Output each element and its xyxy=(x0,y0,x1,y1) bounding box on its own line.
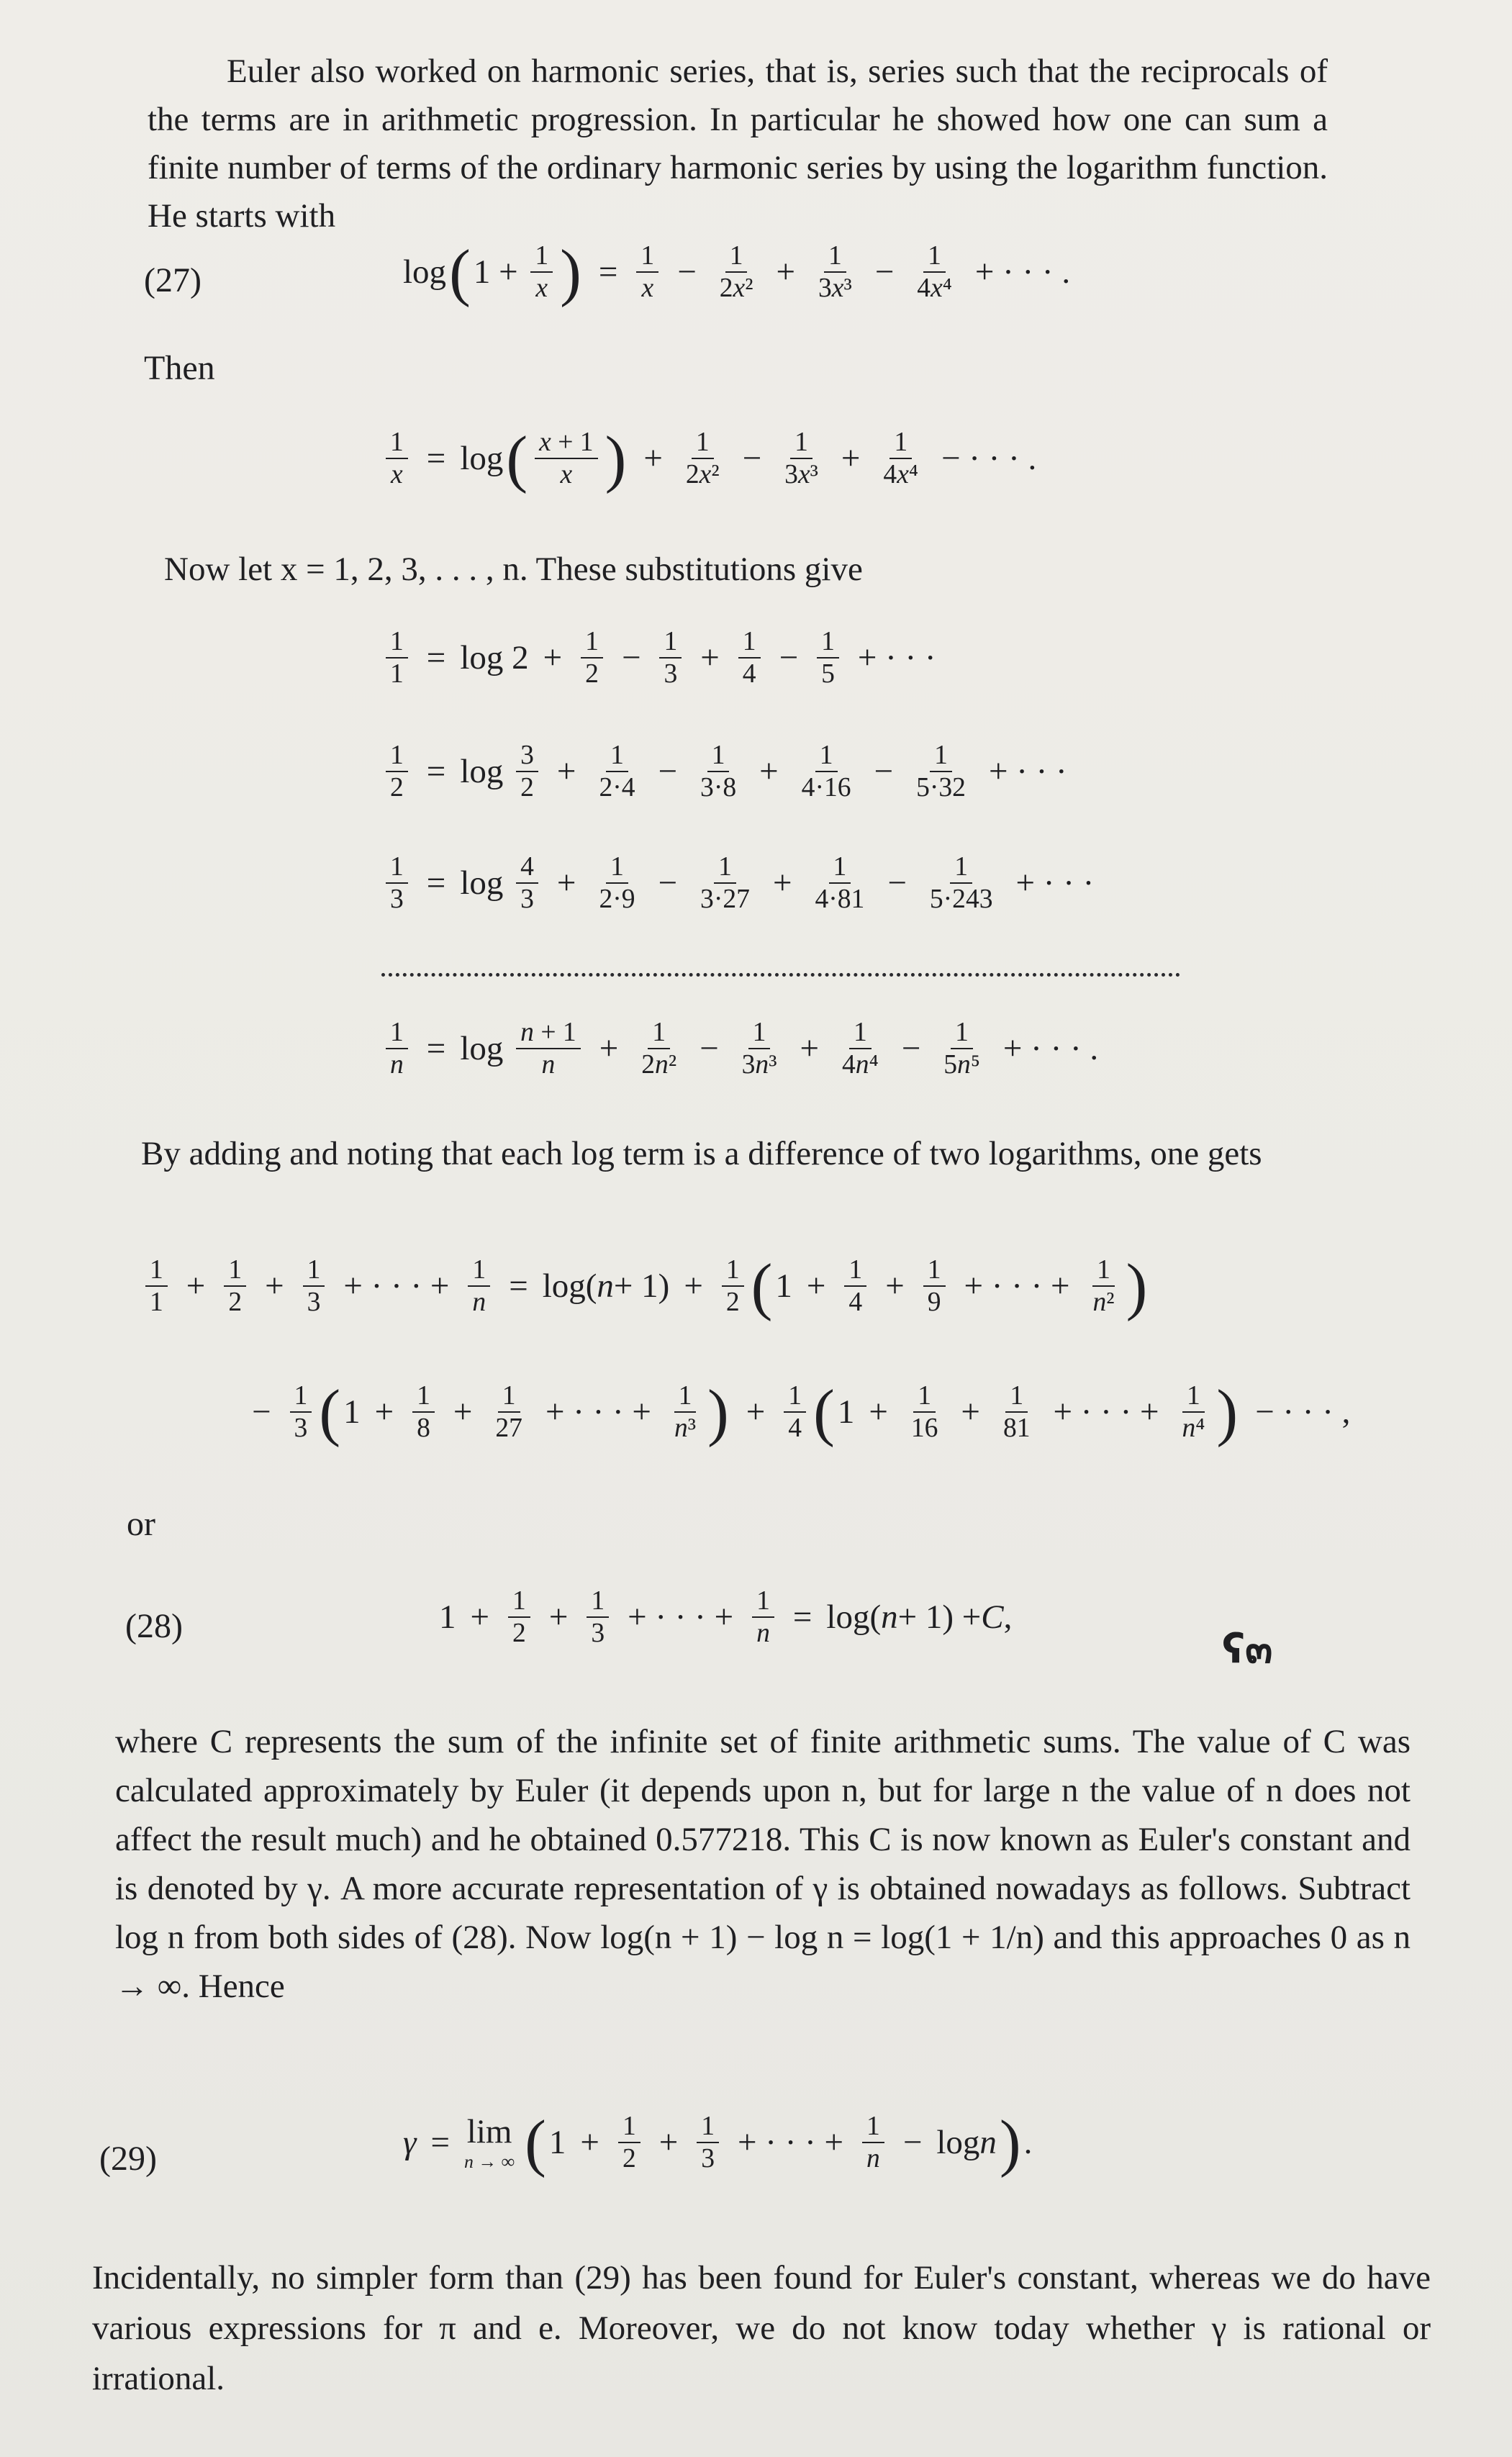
or-label: or xyxy=(127,1505,155,1543)
equation-29: γ = lim n → ∞ ( 1 + $\frac{1}{2}$ + $\frac{1}{3}$ + · · · + $\frac{1}{n}$ − log n ) . xyxy=(403,2107,1033,2178)
substitution-eq-1: $\frac{1}{1}$ = log 2 + $\frac{1}{2}$ − $\frac{1}{3}$ + $\frac{1}{4}$ − $\frac{1}{5}$ + · · · xyxy=(381,628,951,689)
substitution-eq-2: $\frac{1}{2}$ = log $\frac{3}{2}$ + $\frac{1}{2\cdot 4}$ − $\frac{1}{3\cdot 8}$ + $\frac{1}{4\cdot 16}$ − $\frac{1}{5\cdot 32}$ + · · · xyxy=(381,741,1082,802)
equation-27: log ( 1 + $\frac{1}{x}$ ) = $\frac{1}{x}$ − $\frac{1}{\text{2x²}}$ + $\frac{1}{\text{3x³}}$ − $\frac{1}{\text{4x⁴}}$ + · · · . xyxy=(403,236,1071,308)
handwritten-margin-mark: ʕ๓ xyxy=(1222,1626,1273,1673)
adding-paragraph: By adding and noting that each log term is a difference of two logarithms, one gets xyxy=(141,1135,1262,1172)
substitution-sentence: Now let x = 1, 2, 3, . . . , n. These substitutions give xyxy=(164,551,863,588)
then-label: Then xyxy=(144,349,215,387)
sum-line-1: $\frac{1}{1}$ + $\frac{1}{2}$ + $\frac{1}{3}$ + · · · + $\frac{1}{n}$ = log( n + 1) + $\frac{1}{2}$ ( 1 + $\frac{1}{4}$ + $\frac{1}{9}$ + · · · + $\frac{1}{\text{n²}}$ ) xyxy=(141,1256,1150,1317)
equation-number-29: (29) xyxy=(99,2140,157,2178)
equation-number-28: (28) xyxy=(125,1607,183,1645)
closing-paragraph: Incidentally, no simpler form than (29) has been found for Euler's constant, whereas we do have various expressions for π and e. Moreover, we do not know today whether γ is rational or irrational. xyxy=(92,2259,1431,2397)
substitution-eq-3: $\frac{1}{3}$ = log $\frac{4}{3}$ + $\frac{1}{2\cdot 9}$ − $\frac{1}{3\cdot 27}$ + $\frac{1}{4\cdot 81}$ − $\frac{1}{5\cdot 243}$ + · · · xyxy=(381,853,1108,914)
ellipsis-row xyxy=(381,973,1180,977)
sum-line-2: − $\frac{1}{3}$ ( 1 + $\frac{1}{8}$ + $\frac{1}{27}$ + · · · + $\frac{1}{\text{n³}}$ ) + $\frac{1}{4}$ ( 1 + $\frac{1}{16}$ + $\frac{1}{81}$ + · · · + $\frac{1}{\text{n⁴}}$ ) − · · · , xyxy=(252,1376,1351,1448)
equation-then: $\frac{1}{x}$ = log ( $\frac{x + 1}{x}$ ) + $\frac{1}{\text{2x²}}$ − $\frac{1}{\text{3x³}}$ + $\frac{1}{\text{4x⁴}}$ − · · · . xyxy=(381,428,1051,489)
equation-number-27: (27) xyxy=(144,261,202,299)
intro-paragraph: Euler also worked on harmonic series, that is, series such that the reciprocals of the terms are in arithmetic progression. In particular he showed how one can sum a finite number of terms of the ordinary harmonic series by using the logarithm function. He starts with xyxy=(148,53,1328,235)
substitution-eq-n: $\frac{1}{n}$ = log $\frac{n + 1}{n}$ + $\frac{1}{\text{2n²}}$ − $\frac{1}{\text{3n³}}$ + $\frac{1}{\text{4n⁴}}$ − $\frac{1}{\text{5n⁵}}$ + · · · . xyxy=(381,1018,1113,1080)
where-paragraph: where C represents the sum of the infinite set of finite arithmetic sums. The value of C was calculated approximately by Euler (it depends upon n, but for large n the value of n does not affect the result much) and he obtained 0.577218. This C is now known as Euler's constant and is denoted by γ. A more accurate representation of γ is obtained nowadays as follows. Subtract log n from both sides of (28). Now log(n + 1) − log n = log(1 + 1/n) and this approaches 0 as n → ∞. Hence xyxy=(115,1723,1411,2005)
equation-28: 1 + $\frac{1}{2}$ + $\frac{1}{3}$ + · · · + $\frac{1}{n}$ = log( n + 1) + C , xyxy=(439,1586,1013,1649)
